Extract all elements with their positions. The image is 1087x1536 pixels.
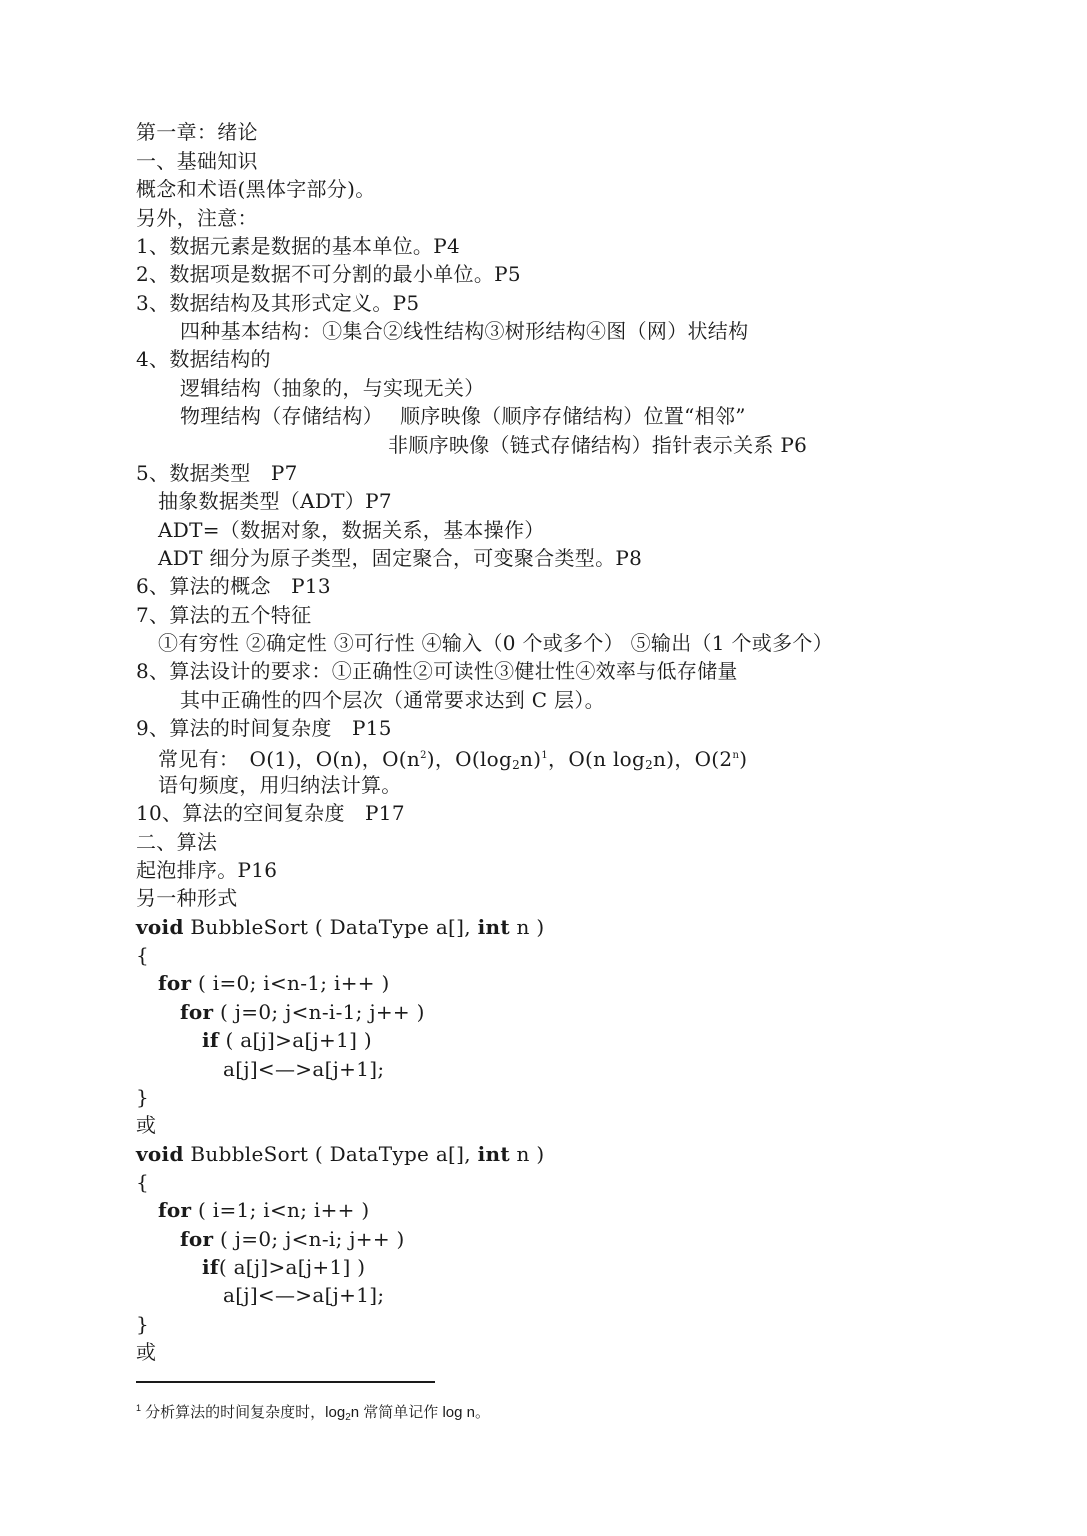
code-line-signature: [136, 1140, 544, 1168]
code-text: ( a[j]>a[j+1] ): [218, 1255, 366, 1279]
list-subitem: ①有穷性 ②确定性 ③可行性 ④输入（0 个或多个） ⑤输出（1 个或多个）: [158, 631, 833, 655]
footnote-separator: [136, 1381, 435, 1383]
code-line-for: [180, 1225, 405, 1253]
footnote: [136, 1397, 490, 1429]
list-item: 3、数据结构及其形式定义。P5: [136, 291, 420, 315]
code-text: n ): [509, 915, 545, 939]
list-subitem: 其中正确性的四个层次（通常要求达到 C 层）。: [180, 688, 605, 712]
complexity-text: n): [520, 747, 542, 771]
code-line-for: [158, 969, 390, 997]
code-keyword: if: [202, 1028, 219, 1052]
text-line: 另一种形式: [136, 886, 238, 910]
subscript: 2: [345, 1412, 351, 1423]
section-heading-algorithm: 二、算法: [136, 830, 218, 854]
list-subitem: 逻辑结构（抽象的，与实现无关）: [180, 376, 485, 400]
list-subitem: 四种基本结构：①集合②线性结构③树形结构④图（网）状结构: [180, 319, 749, 343]
list-subitem: 物理结构（存储结构） 顺序映像（顺序存储结构）位置“相邻”: [180, 404, 746, 428]
complexity-text: n)，O(2: [653, 747, 733, 771]
code-line-for: [158, 1196, 370, 1224]
code-text: ( j=0; j<n-i-1; j++ ): [213, 1000, 425, 1024]
list-item: 5、数据类型 P7: [136, 461, 298, 485]
code-line-brace: }: [136, 1085, 150, 1109]
code-text: ( a[j]>a[j+1] ): [218, 1028, 372, 1052]
text-line: 概念和术语(黑体字部分)。: [136, 177, 376, 201]
text-line: 另外，注意：: [136, 206, 258, 230]
subscript: 2: [512, 758, 521, 772]
code-keyword: for: [158, 971, 192, 995]
footnote-text: n 常简单记作 log n。: [350, 1404, 490, 1421]
list-subitem: ADT=（数据对象，数据关系，基本操作）: [158, 518, 545, 542]
chapter-heading: 第一章：绪论: [136, 120, 258, 144]
code-keyword: if: [202, 1255, 219, 1279]
code-line-brace: }: [136, 1312, 150, 1336]
code-text: BubbleSort ( DataType a[],: [183, 915, 478, 939]
list-subitem: 抽象数据类型（ADT）P7: [158, 489, 392, 513]
code-keyword: int: [477, 1142, 510, 1166]
code-line-swap: a[j]<—>a[j+1];: [223, 1057, 385, 1081]
code-keyword: void: [136, 1142, 184, 1166]
code-text: ( i=1; i<n; i++ ): [191, 1198, 370, 1222]
list-item: 1、数据元素是数据的基本单位。P4: [136, 234, 461, 258]
complexity-text: 常见有： O(1)，O(n)，O(n: [158, 747, 421, 771]
code-text: ( i=0; i<n-1; i++ ): [191, 971, 390, 995]
list-item: 8、算法设计的要求：①正确性②可读性③健壮性④效率与低存储量: [136, 659, 738, 683]
code-line-if: [202, 1253, 365, 1281]
superscript: 2: [420, 750, 427, 761]
list-subitem: 非顺序映像（链式存储结构）指针表示关系 P6: [388, 433, 808, 457]
code-line-signature: [136, 913, 544, 941]
code-line-if: [202, 1026, 372, 1054]
list-item: 2、数据项是数据不可分割的最小单位。P5: [136, 262, 521, 286]
complexity-text: ，O(n log: [548, 747, 646, 771]
list-subitem: 语句频度，用归纳法计算。: [158, 773, 402, 797]
complexity-text: ): [739, 747, 748, 771]
text-line-or: 或: [136, 1340, 157, 1364]
list-item: 7、算法的五个特征: [136, 603, 312, 627]
list-item: 6、算法的概念 P13: [136, 574, 331, 598]
footnote-reference[interactable]: 1: [541, 750, 549, 761]
list-item: 4、数据结构的: [136, 347, 271, 371]
code-keyword: void: [136, 915, 184, 939]
code-keyword: for: [158, 1198, 192, 1222]
footnote-mark: 1: [136, 1403, 142, 1413]
list-item: 9、算法的时间复杂度 P15: [136, 716, 392, 740]
subscript: 2: [645, 758, 654, 772]
section-heading-basics: 一、基础知识: [136, 149, 258, 173]
code-keyword: for: [180, 1000, 214, 1024]
complexity-text: )，O(log: [426, 747, 513, 771]
superscript: n: [732, 750, 740, 761]
code-line-swap: a[j]<—>a[j+1];: [223, 1283, 385, 1307]
code-keyword: for: [180, 1227, 214, 1251]
footnote-text: 分析算法的时间复杂度时，log: [141, 1404, 346, 1421]
code-text: BubbleSort ( DataType a[],: [183, 1142, 478, 1166]
code-text: ( j=0; j<n-i; j++ ): [213, 1227, 405, 1251]
code-text: n ): [509, 1142, 545, 1166]
code-keyword: int: [477, 915, 510, 939]
text-line: 起泡排序。P16: [136, 858, 278, 882]
list-subitem: ADT 细分为原子类型，固定聚合，可变聚合类型。P8: [158, 546, 643, 570]
text-line-or: 或: [136, 1113, 157, 1137]
code-line-brace: {: [136, 1170, 150, 1194]
list-item: 10、算法的空间复杂度 P17: [136, 801, 405, 825]
code-line-brace: {: [136, 943, 150, 967]
code-line-for: [180, 998, 425, 1026]
